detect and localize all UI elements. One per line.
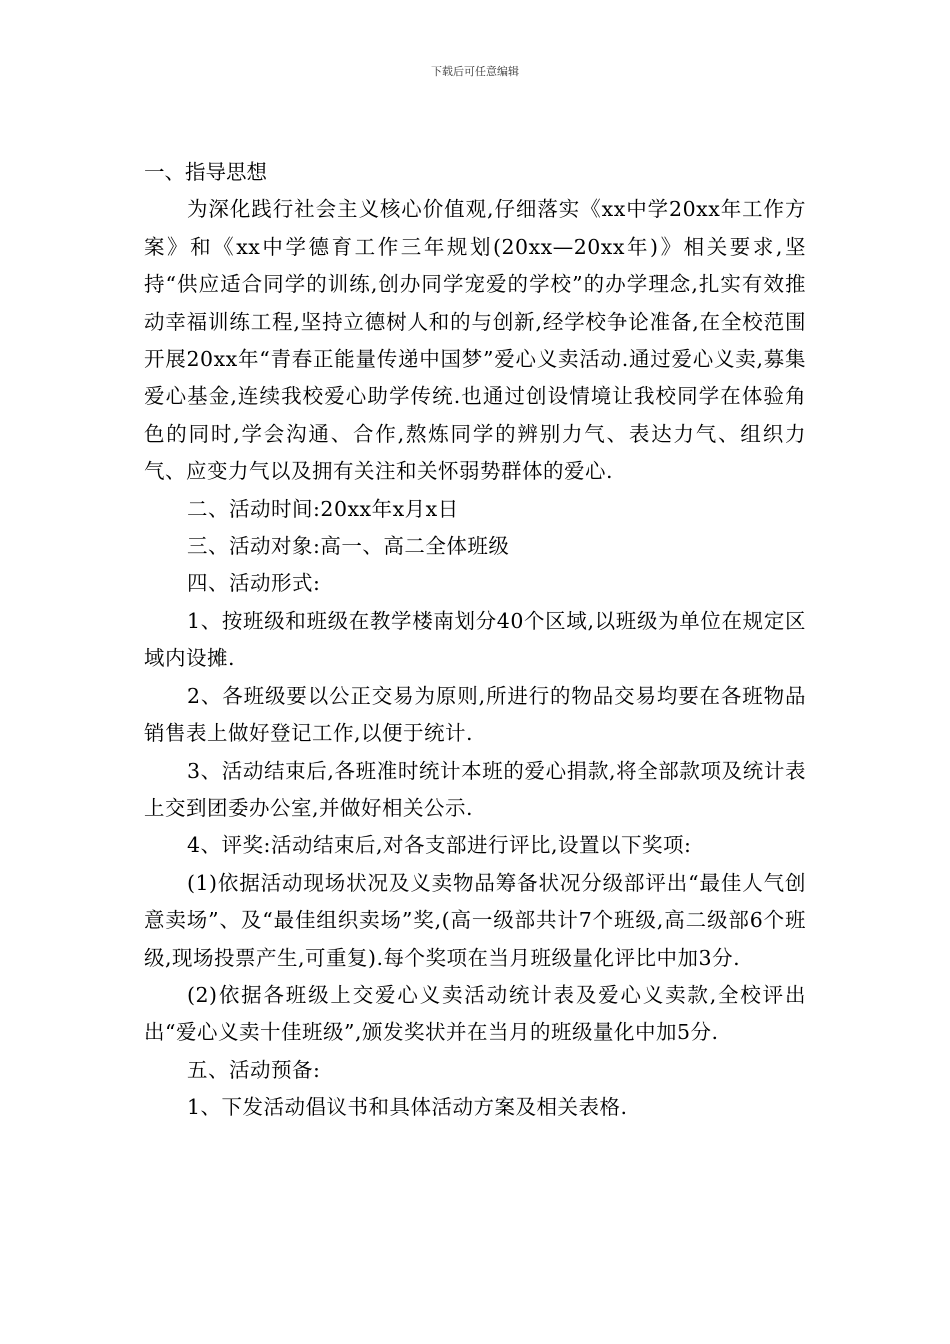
section-heading-guiding-thought: 一、指导思想 <box>144 160 267 184</box>
paragraph-activity-time: 二、活动时间:20xx年x月x日 <box>187 496 459 521</box>
document-body <box>144 154 806 1127</box>
paragraph-preparation-heading: 五、活动预备: <box>187 1057 321 1082</box>
paragraph-award-2: (2)依据各班级上交爱心义卖活动统计表及爱心义卖款,全校评出出“爱心义卖十佳班级”,颁发奖状并在当月的班级量化中加5分. <box>144 982 806 1045</box>
paragraph-form-item-4: 4、评奖:活动结束后,对各支部进行评比,设置以下奖项: <box>187 833 692 858</box>
paragraph-activity-target: 三、活动对象:高一、高二全体班级 <box>187 534 510 559</box>
paragraph-preparation-item-1: 1、下发活动倡议书和具体活动方案及相关表格. <box>187 1095 628 1120</box>
paragraph-form-item-2: 2、各班级要以公正交易为原则,所进行的物品交易均要在各班物品销售表上做好登记工作,以便于统计. <box>144 683 806 746</box>
paragraph-form-item-1: 1、按班级和班级在教学楼南划分40个区域,以班级为单位在规定区域内设摊. <box>144 608 806 671</box>
paragraph-activity-form-heading: 四、活动形式: <box>187 571 321 596</box>
paragraph-form-item-3: 3、活动结束后,各班准时统计本班的爱心捐款,将全部款项及统计表上交到团委办公室,并做好相关公示. <box>144 758 806 820</box>
paragraph-award-1: (1)依据活动现场状况及义卖物品筹备状况分级部评出“最佳人气创意卖场”、及“最佳组织卖场”奖,(高一级部共计7个班级,高二级部6个班级,现场投票产生,可重复).每个奖项在当月班级量化评比中加3分. <box>144 870 806 970</box>
paragraph-guiding-thought: 为深化践行社会主义核心价值观,仔细落实《xx中学20xx年工作方案》和《xx中学德育工作三年规划(20xx—20xx年)》相关要求,坚持“供应适合同学的训练,创办同学宠爱的学校”的办学理念,扎实有效推动幸福训练工程,坚持立德树人和的与创新,经学校争论准备,在全校范围开展20xx年“青春正能量传递中国梦”爱心义卖活动.通过爱心义卖,募集爱心基金,连续我校爱心助学传统.也通过创设情境让我校同学在体验角色的同时,学会沟通、合作,熬炼同学的辨别力气、表达力气、组织力气、应变力气以及拥有关注和关怀弱势群体的爱心. <box>144 197 806 484</box>
page-header: 下载后可任意编辑 <box>431 65 519 78</box>
